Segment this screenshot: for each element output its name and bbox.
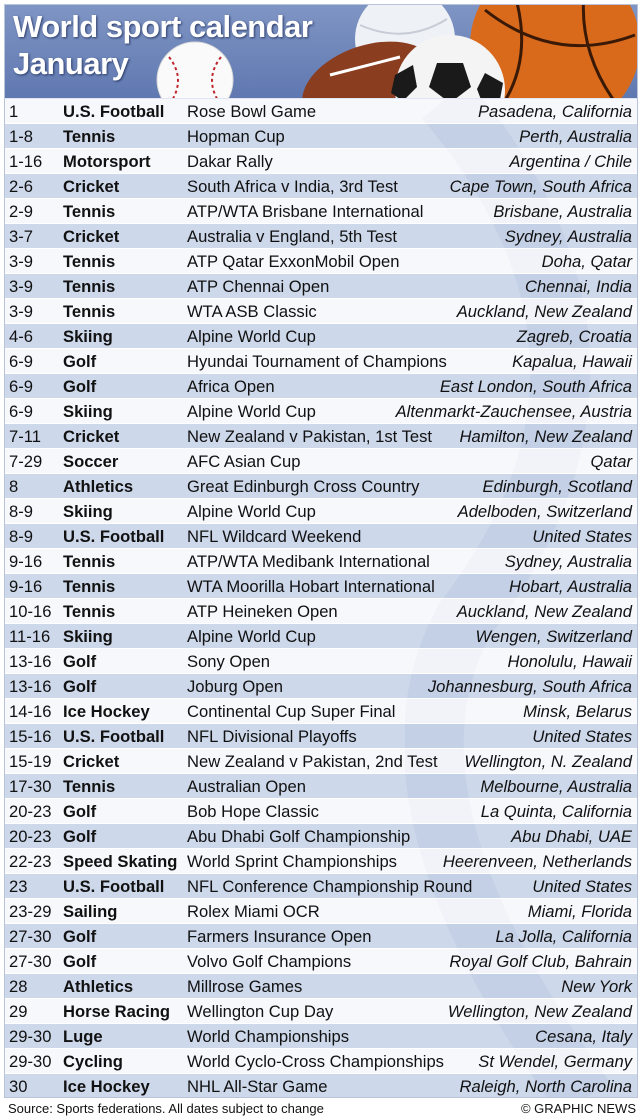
table-row [5,1024,637,1049]
event-name: New Zealand v Pakistan, 1st Test [187,427,433,446]
title-line-2: January [13,46,129,81]
event-location: Hobart, Australia [509,577,632,596]
table-row [5,299,637,324]
event-location: Chennai, India [524,277,632,296]
table-row [5,324,637,349]
event-date: 6-9 [9,402,33,421]
event-name: Alpine World Cup [187,327,316,346]
event-location: Miami, Florida [527,902,632,921]
event-location: Argentina / Chile [509,152,632,171]
event-sport: Cricket [63,427,120,446]
events-table [5,99,637,1098]
table-row [5,424,637,449]
page-title [13,8,313,82]
event-date: 23-29 [9,902,52,921]
event-name: Rose Bowl Game [187,102,317,121]
event-sport: Golf [63,677,97,696]
event-date: 10-16 [9,602,52,621]
event-name: New Zealand v Pakistan, 2nd Test [187,752,438,771]
event-name: Alpine World Cup [187,402,316,421]
event-date: 20-23 [9,802,52,821]
event-name: Wellington Cup Day [187,1002,334,1021]
event-name: NFL Divisional Playoffs [187,727,357,746]
event-sport: Golf [63,927,97,946]
event-location: Brisbane, Australia [493,202,632,221]
event-sport: Tennis [63,277,116,296]
event-location: Sydney, Australia [504,552,632,571]
event-sport: Soccer [63,452,119,471]
event-date: 30 [9,1077,28,1096]
event-sport: Cricket [63,177,120,196]
table-row [5,599,637,624]
table-row [5,249,637,274]
event-location: Wellington, N. Zealand [464,752,632,771]
table-row [5,699,637,724]
event-name: Bob Hope Classic [187,802,319,821]
event-date: 29-30 [9,1027,52,1046]
event-sport: Tennis [63,577,116,596]
table-row [5,274,637,299]
event-name: South Africa v India, 3rd Test [187,177,398,196]
event-name: Sony Open [187,652,271,671]
event-location: La Jolla, California [495,927,632,946]
event-name: Dakar Rally [187,152,273,171]
event-sport: U.S. Football [63,527,165,546]
event-location: Edinburgh, Scotland [482,477,632,496]
event-date: 15-19 [9,752,52,771]
event-sport: Sailing [63,902,118,921]
table-row [5,399,637,424]
event-sport: Golf [63,827,97,846]
event-sport: Ice Hockey [63,1077,150,1096]
event-date: 4-6 [9,327,33,346]
table-row [5,449,637,474]
event-date: 8-9 [9,527,33,546]
event-date: 14-16 [9,702,52,721]
event-date: 1 [9,102,19,121]
table-row [5,924,637,949]
event-sport: Golf [63,352,97,371]
event-location: Pasadena, California [477,102,632,121]
event-name: NFL Conference Championship Round [187,877,473,896]
table-row [5,524,637,549]
table-row [5,474,637,499]
table-row [5,199,637,224]
event-sport: Skiing [63,402,113,421]
event-location: Abu Dhabi, UAE [511,827,632,846]
event-sport: U.S. Football [63,102,165,121]
event-date: 28 [9,977,28,996]
event-sport: Luge [63,1027,103,1046]
footer [0,1098,644,1119]
table-row [5,799,637,824]
event-sport: Tennis [63,552,116,571]
table-row [5,174,637,199]
table-row [5,749,637,774]
table-row [5,949,637,974]
table-row [5,624,637,649]
event-date: 9-16 [9,552,43,571]
source-note: Source: Sports federations. All dates subject to change [8,1101,324,1116]
event-date: 3-9 [9,277,33,296]
event-name: WTA Moorilla Hobart International [187,577,435,596]
event-sport: Tennis [63,252,116,271]
event-name: ATP Chennai Open [187,277,330,296]
event-location: Adelboden, Switzerland [457,502,632,521]
title-line-1: World sport calendar [13,9,313,44]
table-row [5,824,637,849]
event-name: Hopman Cup [187,127,285,146]
event-name: AFC Asian Cup [187,452,301,471]
event-name: ATP/WTA Brisbane International [187,202,424,221]
table-row [5,899,637,924]
event-location: Cape Town, South Africa [449,177,632,196]
event-name: ATP/WTA Medibank International [187,552,430,571]
event-date: 2-6 [9,177,33,196]
table-row [5,874,637,899]
table-row [5,499,637,524]
event-date: 2-9 [9,202,33,221]
event-location: United States [532,877,632,896]
event-date: 29 [9,1002,28,1021]
event-location: Honolulu, Hawaii [507,652,632,671]
event-date: 7-11 [9,427,41,446]
event-location: Perth, Australia [519,127,632,146]
event-name: Volvo Golf Champions [187,952,352,971]
event-sport: Tennis [63,777,116,796]
table-row [5,124,637,149]
event-name: Alpine World Cup [187,627,316,646]
event-date: 22-23 [9,852,52,871]
event-location: La Quinta, California [480,802,632,821]
event-date: 8 [9,477,19,496]
event-location: Minsk, Belarus [523,702,632,721]
event-name: World Sprint Championships [187,852,397,871]
event-sport: Cycling [63,1052,123,1071]
table-row [5,549,637,574]
event-name: NFL Wildcard Weekend [187,527,362,546]
event-name: Hyundai Tournament of Champions [187,352,447,371]
event-name: Abu Dhabi Golf Championship [187,827,411,846]
table-row [5,149,637,174]
event-name: Africa Open [187,377,275,396]
event-sport: U.S. Football [63,877,165,896]
event-date: 6-9 [9,352,33,371]
table-row [5,649,637,674]
event-location: Johannesburg, South Africa [427,677,632,696]
event-name: World Championships [187,1027,350,1046]
event-location: East London, South Africa [439,377,632,396]
event-date: 9-16 [9,577,43,596]
event-name: Rolex Miami OCR [187,902,320,921]
event-date: 7-29 [9,452,43,471]
event-sport: Skiing [63,627,113,646]
event-date: 11-16 [9,627,51,646]
event-sport: Skiing [63,502,113,521]
event-location: New York [561,977,632,996]
event-location: Doha, Qatar [541,252,632,271]
event-location: Qatar [590,452,632,471]
event-name: Alpine World Cup [187,502,316,521]
event-date: 1-16 [9,152,43,171]
table-row [5,674,637,699]
event-location: Kapalua, Hawaii [512,352,632,371]
event-location: Royal Golf Club, Bahrain [449,952,632,971]
event-name: Continental Cup Super Final [187,702,396,721]
event-location: Wengen, Switzerland [475,627,632,646]
event-date: 13-16 [9,677,52,696]
table-row [5,224,637,249]
event-date: 27-30 [9,952,52,971]
event-sport: Ice Hockey [63,702,150,721]
event-location: Auckland, New Zealand [456,302,632,321]
event-location: Cesana, Italy [535,1027,632,1046]
event-date: 15-16 [9,727,52,746]
event-name: Millrose Games [187,977,303,996]
event-sport: Tennis [63,127,116,146]
event-sport: Tennis [63,302,116,321]
event-location: Melbourne, Australia [480,777,632,796]
event-date: 3-9 [9,252,33,271]
event-sport: Skiing [63,327,113,346]
event-sport: Cricket [63,227,120,246]
event-location: Wellington, New Zealand [447,1002,632,1021]
event-date: 17-30 [9,777,52,796]
table-row [5,999,637,1024]
event-name: World Cyclo-Cross Championships [187,1052,444,1071]
table-row [5,1049,637,1074]
event-date: 23 [9,877,28,896]
event-location: Auckland, New Zealand [456,602,632,621]
table-row [5,849,637,874]
event-date: 8-9 [9,502,33,521]
event-location: Hamilton, New Zealand [459,427,632,446]
table-row [5,724,637,749]
event-location: St Wendel, Germany [478,1052,632,1071]
event-sport: Speed Skating [63,852,178,871]
event-date: 20-23 [9,827,52,846]
table-row [5,974,637,999]
event-date: 3-7 [9,227,33,246]
event-date: 29-30 [9,1052,52,1071]
event-name: WTA ASB Classic [187,302,317,321]
table-row [5,349,637,374]
event-name: Australia v England, 5th Test [187,227,398,246]
event-location: Zagreb, Croatia [516,327,632,346]
event-sport: Tennis [63,602,116,621]
event-location: Altenmarkt-Zauchensee, Austria [395,402,632,421]
event-name: Great Edinburgh Cross Country [187,477,420,496]
event-location: Sydney, Australia [504,227,632,246]
event-sport: Cricket [63,752,120,771]
event-sport: Tennis [63,202,116,221]
event-name: Joburg Open [187,677,283,696]
event-date: 3-9 [9,302,33,321]
event-sport: Athletics [63,977,134,996]
event-sport: Golf [63,952,97,971]
event-name: Australian Open [187,777,306,796]
event-name: NHL All-Star Game [187,1077,328,1096]
event-location: Raleigh, North Carolina [459,1077,632,1096]
event-location: Heerenveen, Netherlands [442,852,632,871]
calendar-panel [4,4,638,1098]
credit-note: © GRAPHIC NEWS [520,1101,636,1116]
event-location: United States [532,727,632,746]
event-name: ATP Qatar ExxonMobil Open [187,252,400,271]
event-sport: U.S. Football [63,727,165,746]
event-date: 1-8 [9,127,33,146]
event-sport: Golf [63,377,97,396]
event-date: 27-30 [9,927,52,946]
event-name: Farmers Insurance Open [187,927,372,946]
table-row [5,774,637,799]
table-row [5,374,637,399]
event-name: ATP Heineken Open [187,602,338,621]
event-sport: Golf [63,802,97,821]
event-date: 13-16 [9,652,52,671]
event-sport: Athletics [63,477,134,496]
event-location: United States [532,527,632,546]
table-row [5,99,637,124]
event-sport: Motorsport [63,152,151,171]
table-row [5,574,637,599]
table-row [5,1074,637,1098]
header-banner [5,5,637,98]
event-date: 6-9 [9,377,33,396]
event-sport: Horse Racing [63,1002,170,1021]
event-sport: Golf [63,652,97,671]
